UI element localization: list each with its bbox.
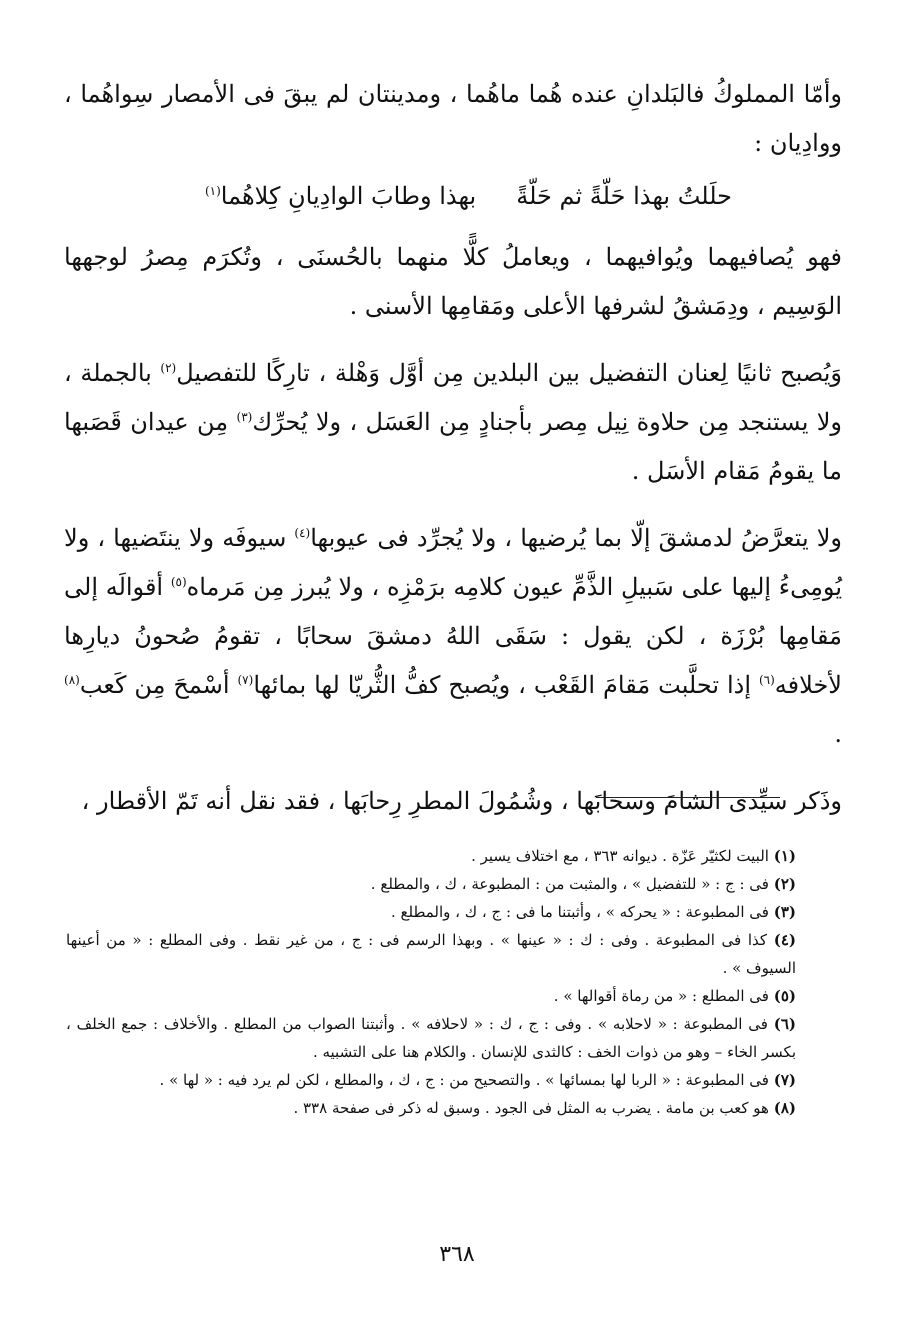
paragraph-5: وذَكر سيِّدى الشامَ وسحابَها ، وشُمُولَ المطرِ رِحابَها ، فقد نقل أنه تَمّ الأقطار ، [81, 787, 842, 815]
footnote-5: (٥) فى المطلع : « من رماة أقوالها » . [553, 987, 796, 1005]
footnote-marker: (٤) [294, 526, 311, 540]
verse-hemistich-1: حلَلتُ بهذا حَلّةً ثم حَلّةً [516, 182, 732, 210]
footnote-marker: (٨) [64, 673, 80, 687]
footnote-8: (٨) هو كعب بن مامة . يضرب به المثل فى الجود . وسبق له ذكر فى صفحة ٣٣٨ . [293, 1099, 796, 1117]
footnote-marker: (٣) [236, 410, 253, 424]
footnote-marker: (١) [204, 184, 221, 198]
footnote-separator [596, 797, 780, 798]
footnote-2: (٢) فى : ج : « للتفضيل » ، والمثبت من : المطبوعة ، ك ، والمطلع . [370, 875, 796, 893]
main-text [64, 70, 842, 844]
footnotes [66, 842, 796, 1122]
footnote-3: (٣) فى المطبوعة : « يحركه » ، وأثبتنا ما فى : ج ، ك ، والمطلع . [390, 903, 796, 921]
paragraph-2: فهو يُصافيهما ويُوافيهما ، ويعاملُ كلًّا منهما بالحُسنَى ، وتُكرَم مِصرُ لوجهها الوَسِيم ، ودِمَشقُ لشرفها الأعلى ومَقامِها الأسنى . [64, 243, 842, 320]
footnote-marker: (٥) [170, 575, 187, 589]
footnote-4: (٤) كذا فى المطبوعة . وفى : ك : « عينها » . وبهذا الرسم فى : ج ، من غير نقط . وفى المطلع : « من أعينها السيوف » . [66, 931, 796, 977]
verse-hemistich-2: بهذا وطابَ الوادِيانِ كِلاهُما$^{(١)}$ [204, 182, 477, 210]
verse [64, 172, 842, 221]
page-number: ٣٦٨ [439, 1242, 475, 1267]
footnote-7: (٧) فى المطبوعة : « الربا لها بمسائها » . والتصحيح من : ج ، ك ، والمطلع ، لكن لم يرد فيه : « لها » . [159, 1071, 796, 1089]
paragraph-4: ولا يتعرَّضُ لدمشقَ إلّا بما يُرضيها ، ولا يُجرِّد فى عيوبها$^{(٤)}$ سيوفَه ولا ينتَضيها ، ولا يُومِىءُ إليها على سَبيلِ الذَّمِّ عيون كلامِه برَمْزِه ، ولا يُبرز مِن مَرماه$^{(٥)}$ أقوالَه إلى مَقامِها بُرْزَة ، لكن يقول : سَقَى اللهُ دمشقَ سحابًا ، تقومُ صُحونُ ديارِها لأخلافه$^{(٦)}$ إذا تحلَّبت مَقامَ القَعْب ، ويُصبح كفُّ الثُّريّا لها بمائها$^{(٧)}$ أسْمحَ مِن كَعب$^{(٨)}$ . [64, 524, 843, 748]
footnote-marker: (٧) [237, 673, 254, 687]
paragraph-3: وَيُصبح ثانيًا لِعنان التفضيل بين البلدين مِن أوَّل وَهْلة ، تارِكًا للتفصيل$^{(٢)}$ بالجملة ، ولا يستنجد مِن حلاوة نِيل مِصر بأجنادٍ مِن العَسَل ، ولا يُحرِّك$^{(٣)}$ مِن عيدان قَصَبها ما يقومُ مَقام الأسَل . [64, 359, 842, 485]
footnote-marker: (٦) [758, 673, 775, 687]
footnote-6: (٦) فى المطبوعة : « لاحلابه » . وفى : ج ، ك : « لاحلافه » . وأثبتنا الصواب من المطلع . والأخلاف : جمع الخلف ، بكسر الخاء – وهو من ذوات الخف : كالثدى للإنسان . والكلام هنا على التشبيه . [66, 1015, 796, 1061]
footnote-1: (١) البيت لكثيّر عَزّة . ديوانه ٣٦٣ ، مع اختلاف يسير . [471, 847, 796, 865]
footnote-marker: (٢) [160, 361, 177, 375]
paragraph-1: وأمّا المملوكُ فالبَلدانِ عنده هُما ماهُما ، ومدينتان لم يبقَ فى الأمصار سِواهُما ، ووادِيان : [64, 80, 842, 157]
